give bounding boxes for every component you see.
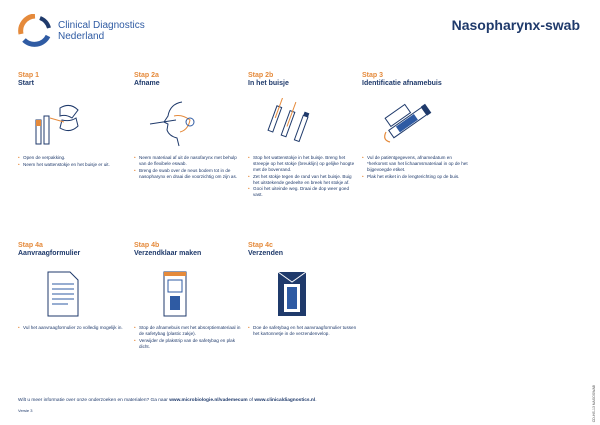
step-name: Start	[18, 80, 34, 87]
step-number: Stap 2a	[134, 72, 159, 79]
bullet-item: • Plak het etiket in de lengterichting op de buis.	[362, 174, 472, 180]
bullet-item: • Neem het wattenstokje en het buisje er uit.	[18, 162, 128, 168]
brand-name	[58, 20, 145, 42]
hands-opening-package-icon	[30, 98, 90, 148]
bullet-item: • Zet het stokje tegen de rand van het buisje. Buig het uitstekende gedeelte en breek het stokje af.	[248, 174, 358, 186]
footer-info	[18, 398, 317, 403]
step-1-bullets	[18, 155, 128, 168]
clinicaldiagnostics-link[interactable]: www.clinicaldiagnostics.nl	[254, 398, 316, 403]
bullet-item: • Neem materiaal af uit de nasofarynx met behulp van de flexibele eswab.	[134, 155, 244, 167]
bullet-item: • Stop het wattenstokje in het buisje. Breng het streepje op het stokje (breuklijn) op gelijke hoogte met de bovenrand.	[248, 155, 358, 173]
bullet-item: • Verwijder de plakstrip van de safetybag en plak dicht.	[134, 338, 244, 350]
step-1-heading	[18, 72, 123, 87]
step-4c-heading	[248, 242, 353, 257]
document-code: CD-HS-13 NASOSWAB	[592, 385, 596, 423]
footer-text: Wilt u meer informatie over onze onderzoeken en materialen? Ga naar	[18, 398, 170, 403]
shipping-envelope-icon	[262, 268, 322, 318]
step-4b-bullets	[134, 325, 244, 350]
step-name: Identificatie afnamebuis	[362, 80, 442, 87]
bullet-item: • Breng de swab over de neus bodem tot in de nasopharynx en draai die voorzichtig om zijn as.	[134, 168, 244, 180]
step-number: Stap 4b	[134, 242, 160, 249]
step-4b-heading	[134, 242, 239, 257]
bullet-item: • Vul de patiëntgegevens, afnamedatum en *herkomst van het lichaamsmateriaal in op de het bijgevoegde etiket.	[362, 155, 472, 173]
safety-bag-icon	[146, 268, 206, 318]
step-name: Verzendklaar maken	[134, 250, 202, 257]
step-number: Stap 4a	[18, 242, 43, 249]
nasal-swab-profile-icon	[146, 98, 206, 148]
labeled-tube-icon	[378, 98, 438, 148]
footer-text: .	[315, 398, 317, 403]
version-label: Versie 3	[18, 408, 33, 413]
step-4c-bullets	[248, 325, 358, 338]
footer-text: of	[247, 398, 255, 403]
step-3-bullets	[362, 155, 472, 180]
logo-icon	[18, 14, 52, 48]
step-2b-heading	[248, 72, 353, 87]
step-number: Stap 2b	[248, 72, 274, 79]
step-name: Afname	[134, 80, 160, 87]
page-title: Nasopharynx-swab	[451, 17, 580, 33]
step-name: In het buisje	[248, 80, 289, 87]
step-number: Stap 4c	[248, 242, 273, 249]
brand-line-2: Nederland	[58, 31, 105, 42]
step-number: Stap 3	[362, 72, 384, 79]
bullet-item: • Open de verpakking.	[18, 155, 128, 161]
step-4a-bullets	[18, 325, 128, 332]
step-name: Aanvraagformulier	[18, 250, 81, 257]
swab-into-tube-icon	[262, 98, 322, 148]
step-number: Stap 1	[18, 72, 40, 79]
step-2a-heading	[134, 72, 239, 87]
step-2b-bullets	[248, 155, 358, 199]
bullet-item: • Stop de afnamebuis met het absorptiemateriaal in de safetybag (plastic zakje).	[134, 325, 244, 337]
bullet-item: • Vul het aanvraagformulier zo volledig mogelijk in.	[18, 325, 128, 331]
step-3-heading	[362, 72, 467, 87]
step-name: Verzenden	[248, 250, 284, 257]
vademecum-link[interactable]: www.microbiologie.nl/vademecum	[169, 398, 248, 403]
bullet-item: • Doe de safetybag en het aanvraagformulier tussen het kartonnetje in de verzendenvelop.	[248, 325, 358, 337]
step-4a-heading	[18, 242, 123, 257]
step-2a-bullets	[134, 155, 244, 180]
bullet-item: • Gooi het uiteinde weg. Draai de dop weer goed vast.	[248, 186, 358, 198]
brand-line-1: Clinical Diagnostics	[58, 20, 145, 31]
form-document-icon	[32, 268, 92, 318]
